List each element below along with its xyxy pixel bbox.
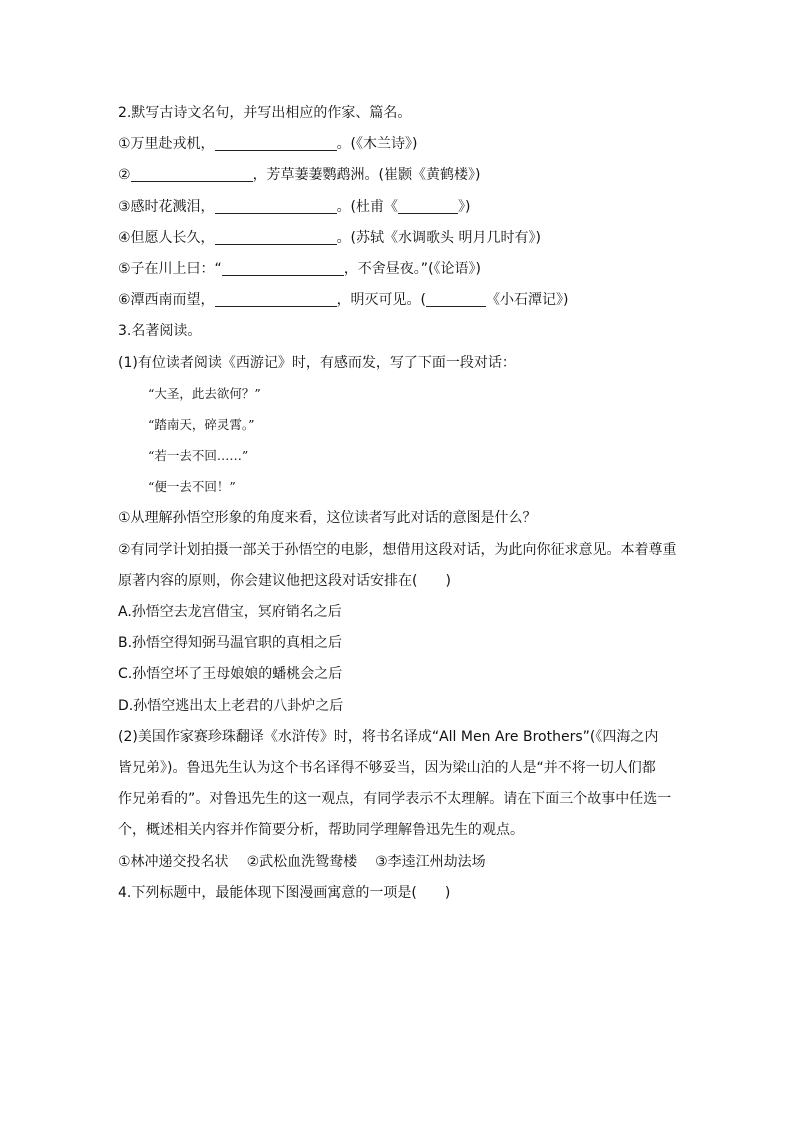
q3-title: 3.名著阅读。	[118, 323, 202, 340]
q4-title: 4.下列标题中，最能体现下图漫画寓意的一项是( )	[118, 884, 451, 901]
q2-item-4: ④但愿人长久， 。(苏轼《水调歌头 明月几时有》)	[118, 229, 541, 246]
question-content	[118, 103, 678, 914]
dialogue-line: “大圣，此去欲何？”	[148, 385, 261, 401]
q3-sub1: ①从理解孙悟空形象的角度来看，这位读者写此对话的意图是什么？	[118, 510, 537, 527]
dialogue-line: “若一去不回……”	[148, 448, 249, 464]
answer-blank[interactable]	[215, 197, 337, 214]
story-1[interactable]: ①林冲递交投名状	[118, 853, 229, 870]
q3-part2-line2: 皆兄弟》)。鲁迅先生认为这个书名译得不够妥当，因为梁山泊的人是“并不将一切人们都	[118, 759, 656, 776]
q3-part2-line4: 个，概述相关内容并作简要分析，帮助同学理解鲁迅先生的观点。	[118, 822, 524, 839]
answer-blank-short[interactable]	[426, 290, 486, 307]
option-d[interactable]: D.孙悟空逃出太上老君的八卦炉之后	[118, 697, 344, 714]
option-b[interactable]: B.孙悟空得知弼马温官职的真相之后	[118, 635, 343, 652]
q2-item-5: ⑤子在川上曰：“ ，不舍昼夜。”(《论语》)	[118, 260, 481, 277]
q3-part2-line3: 作兄弟看的”。对鲁迅先生的这一观点，有同学表示不太理解。请在下面三个故事中任选一	[118, 791, 672, 808]
story-3[interactable]: ③李逵江州劫法场	[375, 853, 486, 870]
q3-part2-line1: (2)美国作家赛珍珠翻译《水浒传》时，将书名译成“All Men Are Brothers”(《四海之内	[118, 728, 659, 745]
answer-blank[interactable]	[222, 259, 344, 276]
option-a[interactable]: A.孙悟空去龙宫借宝，冥府销名之后	[118, 604, 342, 620]
option-c[interactable]: C.孙悟空坏了王母娘娘的蟠桃会之后	[118, 666, 343, 683]
answer-blank[interactable]	[215, 134, 337, 151]
story-2[interactable]: ②武松血洗鸳鸯楼	[246, 853, 358, 870]
dialogue-line: “便一去不回！”	[148, 479, 236, 495]
q2-item-2: ② ，芳草萋萋鹦鹉洲。(崔颢《黄鹤楼》)	[118, 167, 481, 184]
q2-item-1: ①万里赴戎机， 。(《木兰诗》)	[118, 136, 418, 153]
q3-sub2-line2: 原著内容的原则，你会建议他把这段对话安排在( )	[118, 572, 451, 589]
q3-sub2-line1: ②有同学计划拍摄一部关于孙悟空的电影，想借用这段对话，为此向你征求意见。本着尊重	[118, 541, 677, 558]
q3-part1-intro: (1)有位读者阅读《西游记》时，有感而发，写了下面一段对话：	[118, 354, 516, 371]
answer-blank[interactable]	[215, 290, 337, 307]
answer-blank[interactable]	[131, 165, 253, 182]
answer-blank[interactable]	[215, 228, 337, 245]
q2-title: 2.默写古诗文名句，并写出相应的作家、篇名。	[118, 105, 412, 121]
dialogue-line: “踏南天，碎灵霄。”	[148, 416, 255, 432]
story-options	[118, 852, 678, 883]
q2-item-6: ⑥潭西南而望， ，明灭可见。( 《小石潭记》)	[118, 292, 569, 309]
q2-item-3: ③感时花溅泪， 。(杜甫《 》)	[118, 198, 471, 215]
answer-blank-short[interactable]	[398, 197, 458, 214]
